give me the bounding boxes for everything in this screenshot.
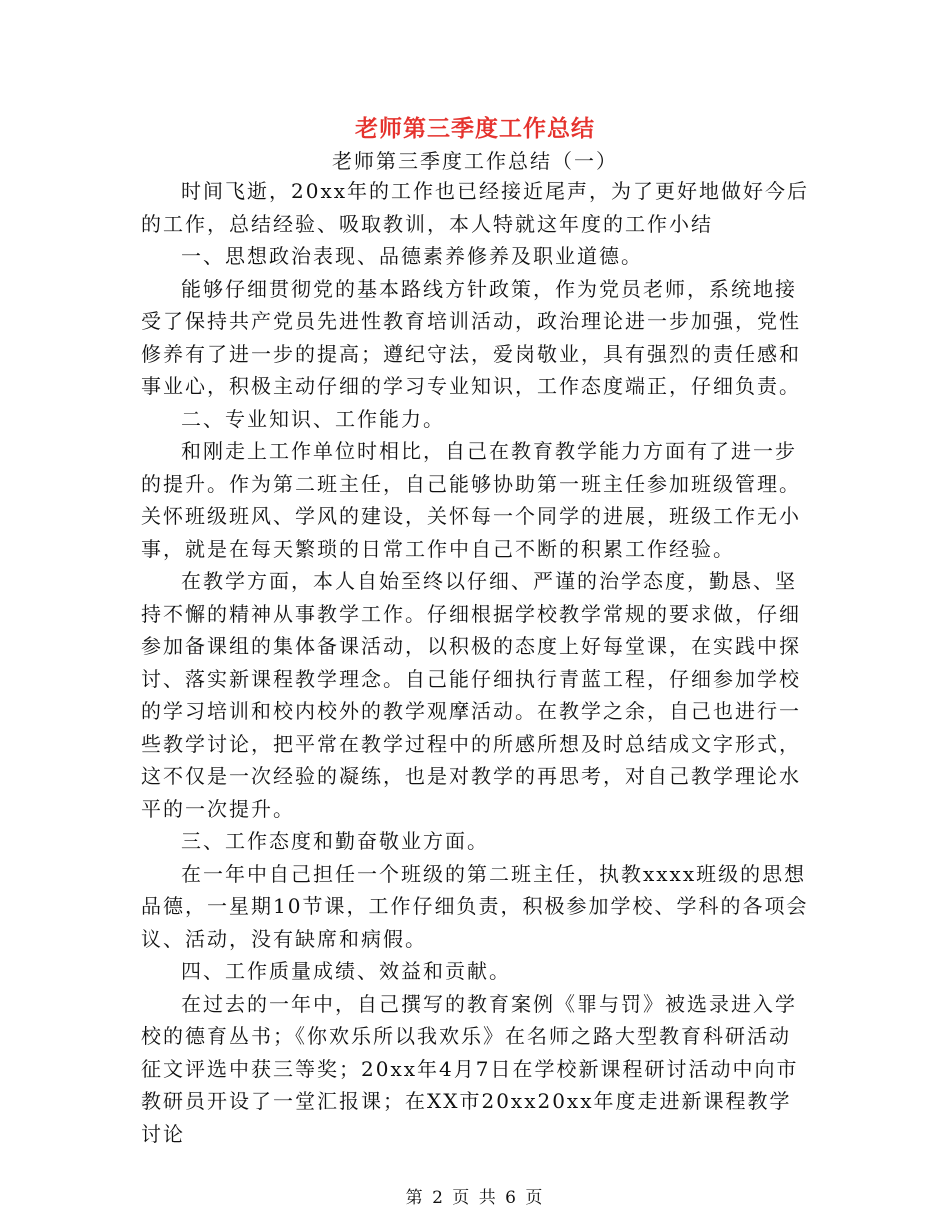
- section-heading-3: 三、工作态度和勤奋敬业方面。: [181, 829, 489, 853]
- document-title: 老师第三季度工作总结: [355, 115, 595, 142]
- paragraph-ability: 和刚走上工作单位时相比，自己在教育教学能力方面有了进一步的提升。作为第二班主任，自己能够协助第一班主任参加班级管理。关怀班级班风、学风的建设，关怀每一个同学的进展，班级工作无小事，就是在每天繁琐的日常工作中自己不断的积累工作经验。: [141, 439, 801, 561]
- page-footer: 第 2 页 共 6 页: [405, 1188, 545, 1208]
- paragraph-intro: 时间飞逝，20xx年的工作也已经接近尾声，为了更好地做好今后的工作，总结经验、吸取教训，本人特就这年度的工作小结: [141, 179, 810, 236]
- section-heading-1: 一、思想政治表现、品德素养修养及职业道德。: [181, 244, 643, 268]
- document-body: [141, 175, 811, 1150]
- paragraph-achievements: 在过去的一年中，自己撰写的教育案例《罪与罚》被选录进入学校的德育丛书；《你欢乐所以我欢乐》在名师之路大型教育科研活动征文评选中获三等奖；20xx年4月7日在学校新课程研讨活动中向市教研员开设了一堂汇报课；在XX市20xx20xx年度走进新课程教学讨论: [141, 991, 799, 1146]
- section-heading-2: 二、专业知识、工作能力。: [181, 406, 445, 431]
- document-subtitle: 老师第三季度工作总结（一）: [332, 149, 618, 173]
- paragraph-politics: 能够仔细贯彻党的基本路线方针政策，作为党员老师，系统地接受了保持共产党员先进性教育培训活动，政治理论进一步加强，党性修养有了进一步的提高；遵纪守法，爱岗敬业，具有强烈的责任感和事业心，积极主动仔细的学习专业知识，工作态度端正，仔细负责。: [141, 276, 801, 398]
- paragraph-teaching: 在教学方面，本人自始至终以仔细、严谨的治学态度，勤恳、坚持不懈的精神从事教学工作。仔细根据学校教学常规的要求做，仔细参加备课组的集体备课活动，以积极的态度上好每堂课，在实践中探讨、落实新课程教学理念。自己能仔细执行青蓝工程，仔细参加学校的学习培训和校内校外的教学观摩活动。在教学之余，自己也进行一些教学讨论，把平常在教学过程中的所感所想及时总结成文字形式，这不仅是一次经验的凝练，也是对教学的再思考，对自己教学理论水平的一次提升。: [141, 569, 801, 821]
- section-heading-4: 四、工作质量成绩、效益和贡献。: [181, 959, 511, 983]
- paragraph-attitude: 在一年中自己担任一个班级的第二班主任，执教xxxx班级的思想品德，一星期10节课，工作仔细负责，积极参加学校、学科的各项会议、活动，没有缺席和病假。: [141, 861, 809, 951]
